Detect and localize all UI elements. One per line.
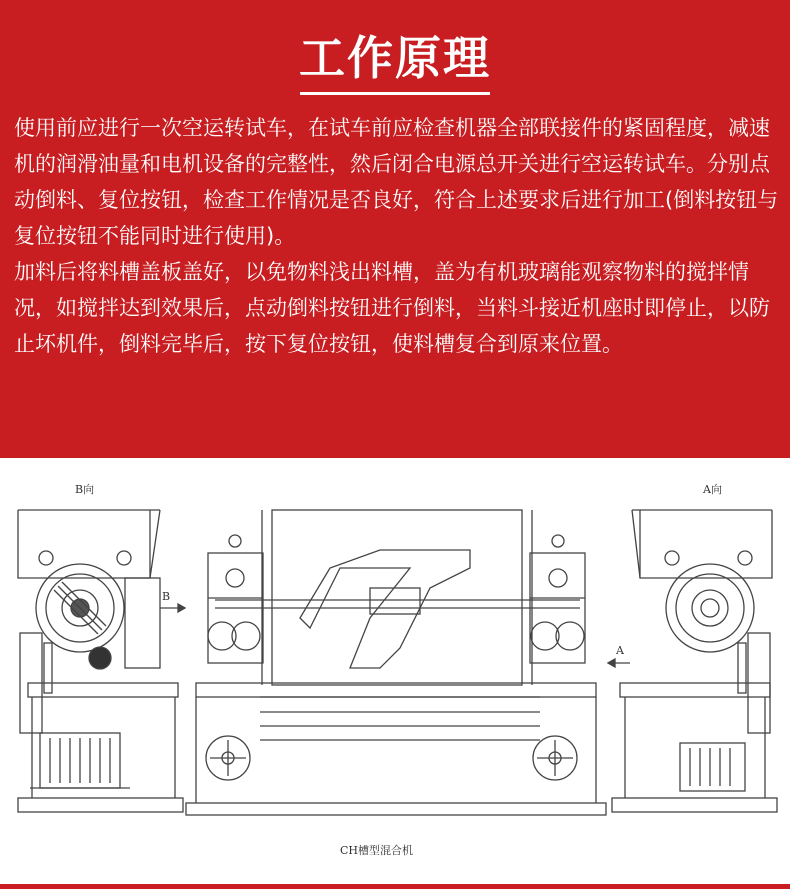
center-front-view bbox=[186, 510, 606, 815]
view-b-label: B向 bbox=[75, 483, 95, 496]
left-view-b bbox=[18, 510, 183, 812]
drawing-caption: CH槽型混合机 bbox=[340, 844, 414, 857]
page-title: 工作原理 bbox=[299, 31, 491, 85]
view-a-label: A向 bbox=[703, 483, 722, 496]
mixer-schematic bbox=[0, 458, 790, 889]
bottom-border bbox=[0, 884, 790, 889]
arrow-a-label: A bbox=[616, 644, 624, 657]
paragraph-1: 使用前应进行一次空运转试车，在试车前应检查机器全部联接件的紧固程度，减速机的润滑油量和电机设备的完整性，然后闭合电源总开关进行空运转试车。分别点动倒料、复位按钮，检查工作情况是否良好，符合上述要求后进行加工(倒料按钮与复位按钮不能同时进行使用)。 bbox=[14, 116, 779, 248]
title-underline bbox=[300, 92, 490, 95]
technical-drawing bbox=[0, 458, 790, 889]
arrow-b-label: B bbox=[162, 590, 171, 603]
description-text bbox=[14, 110, 784, 362]
paragraph-2: 加料后将料槽盖板盖好，以免物料浅出料槽，盖为有机玻璃能观察物料的搅拌情况，如搅拌达到效果后，点动倒料按钮进行倒料，当料斗接近机座时即停止，以防止坏机件，倒料完毕后，按下复位按钮，使料槽复合到原来位置。 bbox=[14, 260, 770, 356]
right-view-a bbox=[612, 510, 777, 812]
